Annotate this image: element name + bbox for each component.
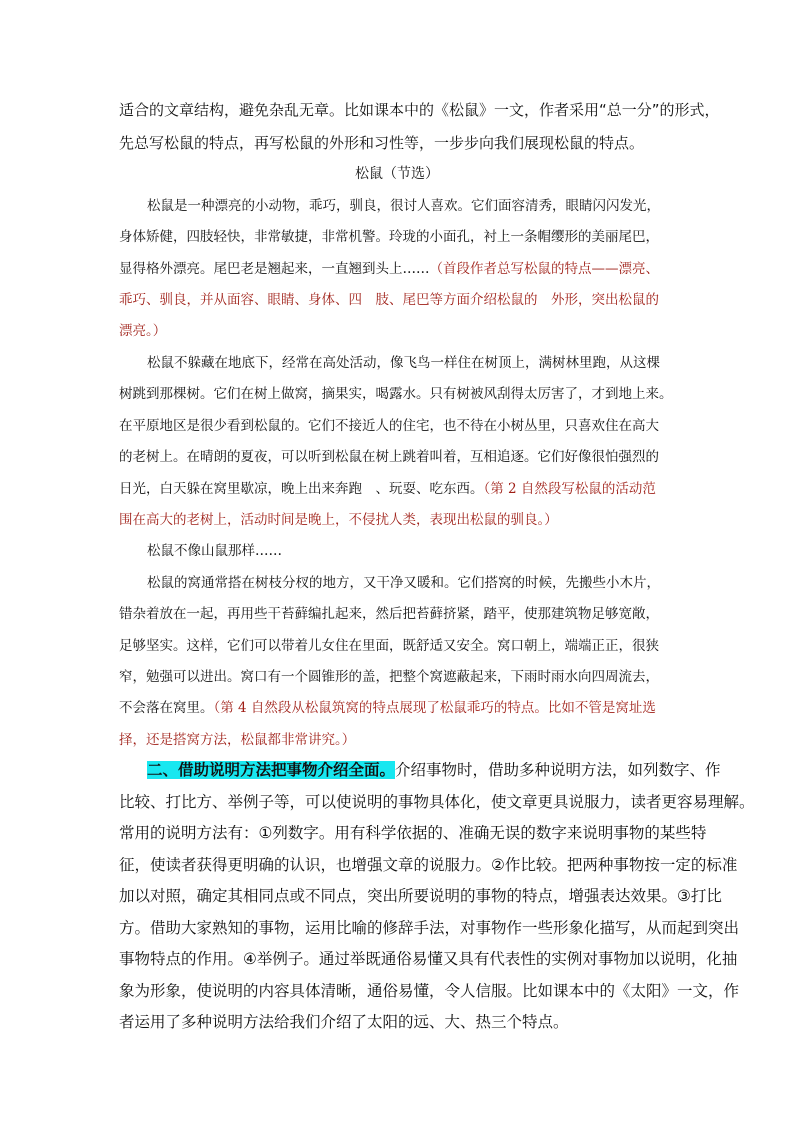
annotation-note: （第 4 自然段从松鼠筑窝的特点展现了松鼠乖巧的特点。比如不管是窝址选 <box>213 700 656 716</box>
excerpt-line: 树跳到那棵树。它们在树上做窝，摘果实，喝露水。只有树被风刮得太厉害了，才到地上来。 <box>119 386 673 402</box>
excerpt-line: 松鼠是一种漂亮的小动物，乖巧，驯良，很讨人喜欢。它们面容清秀，眼睛闪闪发光， <box>147 198 660 214</box>
excerpt-text: 显得格外漂亮。尾巴老是翘起来，一直翘到头上…… <box>119 261 430 277</box>
excerpt-text: 不会落在窝里。 <box>119 700 214 716</box>
excerpt-line: 松鼠的窝通常搭在树枝分杈的地方，又干净又暖和。它们搭窝的时候，先搬些小木片， <box>147 575 660 591</box>
annotation-note: 围在高大的老树上，活动时间是晚上，不侵扰人类，表现出松鼠的驯良。） <box>119 512 558 528</box>
annotation-note: 乖巧、驯良，并从面容、眼睛、身体、四 肢、尾巴等方面介绍松鼠的 外形，突出松鼠的 <box>119 292 659 308</box>
annotation-note: （第 2 自然段写松鼠的活动范 <box>483 481 656 497</box>
excerpt-title: 松鼠（节选） <box>355 166 439 182</box>
annotation-note: 漂亮。） <box>119 323 167 339</box>
section-line: 者运用了多种说明方法给我们介绍了太阳的远、大、热三个特点。 <box>119 1013 569 1031</box>
annotation-note: （首段作者总写松鼠的特点——漂亮、 <box>429 261 659 277</box>
section-line: 事物特点的作用。④举例子。通过举既通俗易懂又具有代表性的实例对事物加以说明，化抽 <box>119 950 738 968</box>
excerpt-line: 松鼠不像山鼠那样…… <box>147 543 282 559</box>
excerpt-line: 松鼠不躲藏在地底下，经常在高处活动，像飞鸟一样住在树顶上，满树林里跑，从这棵 <box>147 355 660 371</box>
section-line: 加以对照，确定其相同点或不同点，突出所要说明的事物的特点，增强表达效果。③打比 <box>119 887 722 905</box>
excerpt-text: 日光，白天躲在窝里歇凉，晚上出来奔跑 、玩耍、吃东西。 <box>119 481 484 497</box>
section-heading: 二、借助说明方法把事物介绍全面。 <box>147 761 396 779</box>
section-line: 方。借助大家熟知的事物，运用比喻的修辞手法，对事物作一些形象化描写，从而起到突出 <box>119 919 740 937</box>
excerpt-line: 身体矫健，四肢轻快，非常敏捷，非常机警。玲珑的小面孔，衬上一条帽缨形的美丽尾巴， <box>119 229 659 245</box>
excerpt-line: 窄，勉强可以进出。窝口有一个圆锥形的盖，把整个窝遮蔽起来，下雨时雨水向四周流去， <box>119 669 659 685</box>
section-line: 常用的说明方法有：①列数字。用有科学依据的、准确无误的数字来说明事物的某些特 <box>119 824 707 842</box>
section-text: 介绍事物时，借助多种说明方法，如列数字、作 <box>395 761 721 779</box>
section-line <box>147 756 721 784</box>
intro-line: 适合的文章结构，避免杂乱无章。比如课本中的《松鼠》一文，作者采用“总一分”的形式， <box>119 101 720 119</box>
section-line: 征，使读者获得更明确的认识，也增强文章的说服力。②作比较。把两种事物按一定的标准 <box>119 856 738 874</box>
excerpt-line <box>119 694 679 722</box>
section-line: 象为形象，使说明的内容具体清晰，通俗易懂，令人信服。比如课本中的《太阳》一文，作 <box>119 982 740 1000</box>
excerpt-line <box>119 475 679 503</box>
excerpt-line: 足够坚实。这样，它们可以带着儿女住在里面，既舒适又安全。窝口朝上，端端正正，很狭 <box>119 638 659 654</box>
excerpt-line: 在平原地区是很少看到松鼠的。它们不接近人的住宅，也不待在小树丛里，只喜欢住在高大 <box>119 418 659 434</box>
excerpt-line: 的老树上。在晴朗的夏夜，可以听到松鼠在树上跳着叫着，互相追逐。它们好像很怕强烈的 <box>119 449 659 465</box>
annotation-note: 择，还是搭窝方法，松鼠都非常讲究。） <box>119 732 356 748</box>
section-line: 比较、打比方、举例子等，可以使说明的事物具体化，使文章更具说服力，读者更容易理解。 <box>119 793 755 811</box>
excerpt-line <box>119 255 679 283</box>
excerpt-line: 错杂着放在一起，再用些干苔藓编扎起来，然后把苔藓挤紧，踏平，使那建筑物足够宽敞， <box>119 606 659 622</box>
intro-line: 先总写松鼠的特点，再写松鼠的外形和习性等，一步步向我们展现松鼠的特点。 <box>119 134 645 152</box>
